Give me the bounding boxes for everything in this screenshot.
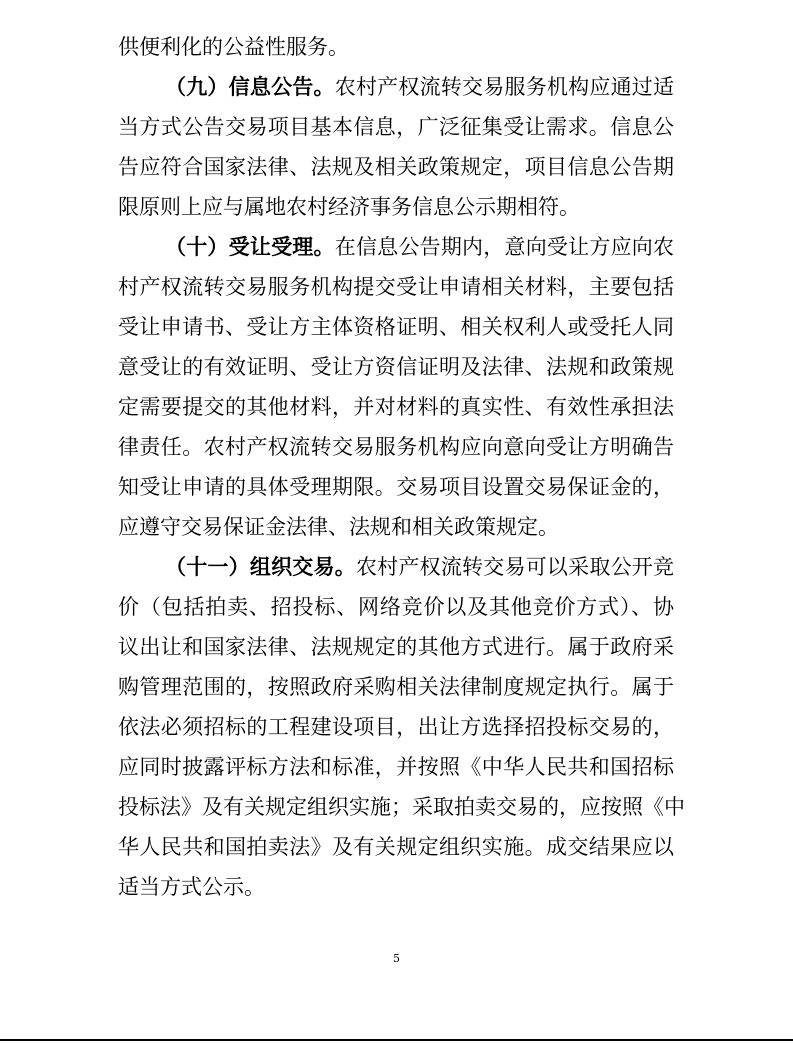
line-text: 华人民共和国拍卖法》及有关规定组织实施。成交结果应以 xyxy=(118,835,674,859)
paragraph-line xyxy=(118,467,674,507)
paragraph-line xyxy=(118,307,674,347)
paragraph-line xyxy=(118,547,674,587)
paragraph-line xyxy=(118,507,674,547)
paragraph-line xyxy=(118,187,674,227)
line-text: 议出让和国家法律、法规规定的其他方式进行。属于政府采 xyxy=(118,635,674,659)
paragraph-line xyxy=(118,347,674,387)
line-text: 村产权流转交易服务机构提交受让申请相关材料，主要包括 xyxy=(118,275,674,299)
line-text: 应遵守交易保证金法律、法规和相关政策规定。 xyxy=(118,515,559,539)
line-text: 价（包括拍卖、招投标、网络竞价以及其他竞价方式）、协 xyxy=(118,595,674,619)
line-text: 投标法》及有关规定组织实施；采取拍卖交易的，应按照《中 xyxy=(118,795,685,819)
paragraph-line xyxy=(118,147,674,187)
line-text: 购管理范围的，按照政府采购相关法律制度规定执行。属于 xyxy=(118,675,674,699)
line-text: 依法必须招标的工程建设项目，出让方选择招投标交易的， xyxy=(118,715,674,739)
line-text: 律责任。农村产权流转交易服务机构应向意向受让方明确告 xyxy=(118,435,674,459)
paragraph-line xyxy=(118,747,674,787)
paragraph-line xyxy=(118,667,674,707)
line-text: 限原则上应与属地农村经济事务信息公示期相符。 xyxy=(118,195,580,219)
paragraph-line xyxy=(118,587,674,627)
section-heading: （九）信息公告。 xyxy=(165,74,335,99)
paragraph-line xyxy=(118,27,674,67)
paragraph-line xyxy=(118,427,674,467)
paragraph-line xyxy=(118,867,674,907)
paragraph-line xyxy=(118,267,674,307)
page-number: 5 xyxy=(393,952,400,965)
paragraph-line xyxy=(118,227,674,267)
paragraph-line xyxy=(118,707,674,747)
section-heading: （十一）组织交易。 xyxy=(165,554,356,579)
paragraph-line xyxy=(118,67,674,107)
paragraph-line xyxy=(118,387,674,427)
line-text: 当方式公告交易项目基本信息，广泛征集受让需求。信息公 xyxy=(118,115,674,139)
line-text: 在信息公告期内，意向受让方应向农 xyxy=(334,235,675,259)
line-text: 农村产权流转交易服务机构应通过适 xyxy=(334,75,675,99)
paragraph-line xyxy=(118,827,674,867)
line-text: 知受让申请的具体受理期限。交易项目设置交易保证金的， xyxy=(118,475,674,499)
paragraph-line xyxy=(118,107,674,147)
line-text: 意受让的有效证明、受让方资信证明及法律、法规和政策规 xyxy=(118,355,674,379)
body-text xyxy=(118,27,685,907)
line-text: 定需要提交的其他材料，并对材料的真实性、有效性承担法 xyxy=(118,395,674,419)
line-text: 供便利化的公益性服务。 xyxy=(118,35,349,59)
section-heading: （十）受让受理。 xyxy=(165,234,335,259)
page-bottom-rule xyxy=(0,1039,793,1041)
line-text: 适当方式公示。 xyxy=(118,875,265,899)
paragraph-line xyxy=(118,787,685,827)
line-text: 受让申请书、受让方主体资格证明、相关权利人或受托人同 xyxy=(118,315,674,339)
line-text: 告应符合国家法律、法规及相关政策规定，项目信息公告期 xyxy=(118,155,674,179)
line-text: 农村产权流转交易可以采取公开竞 xyxy=(355,555,675,579)
paragraph-line xyxy=(118,627,674,667)
line-text: 应同时披露评标方法和标准，并按照《中华人民共和国招标 xyxy=(118,755,674,779)
